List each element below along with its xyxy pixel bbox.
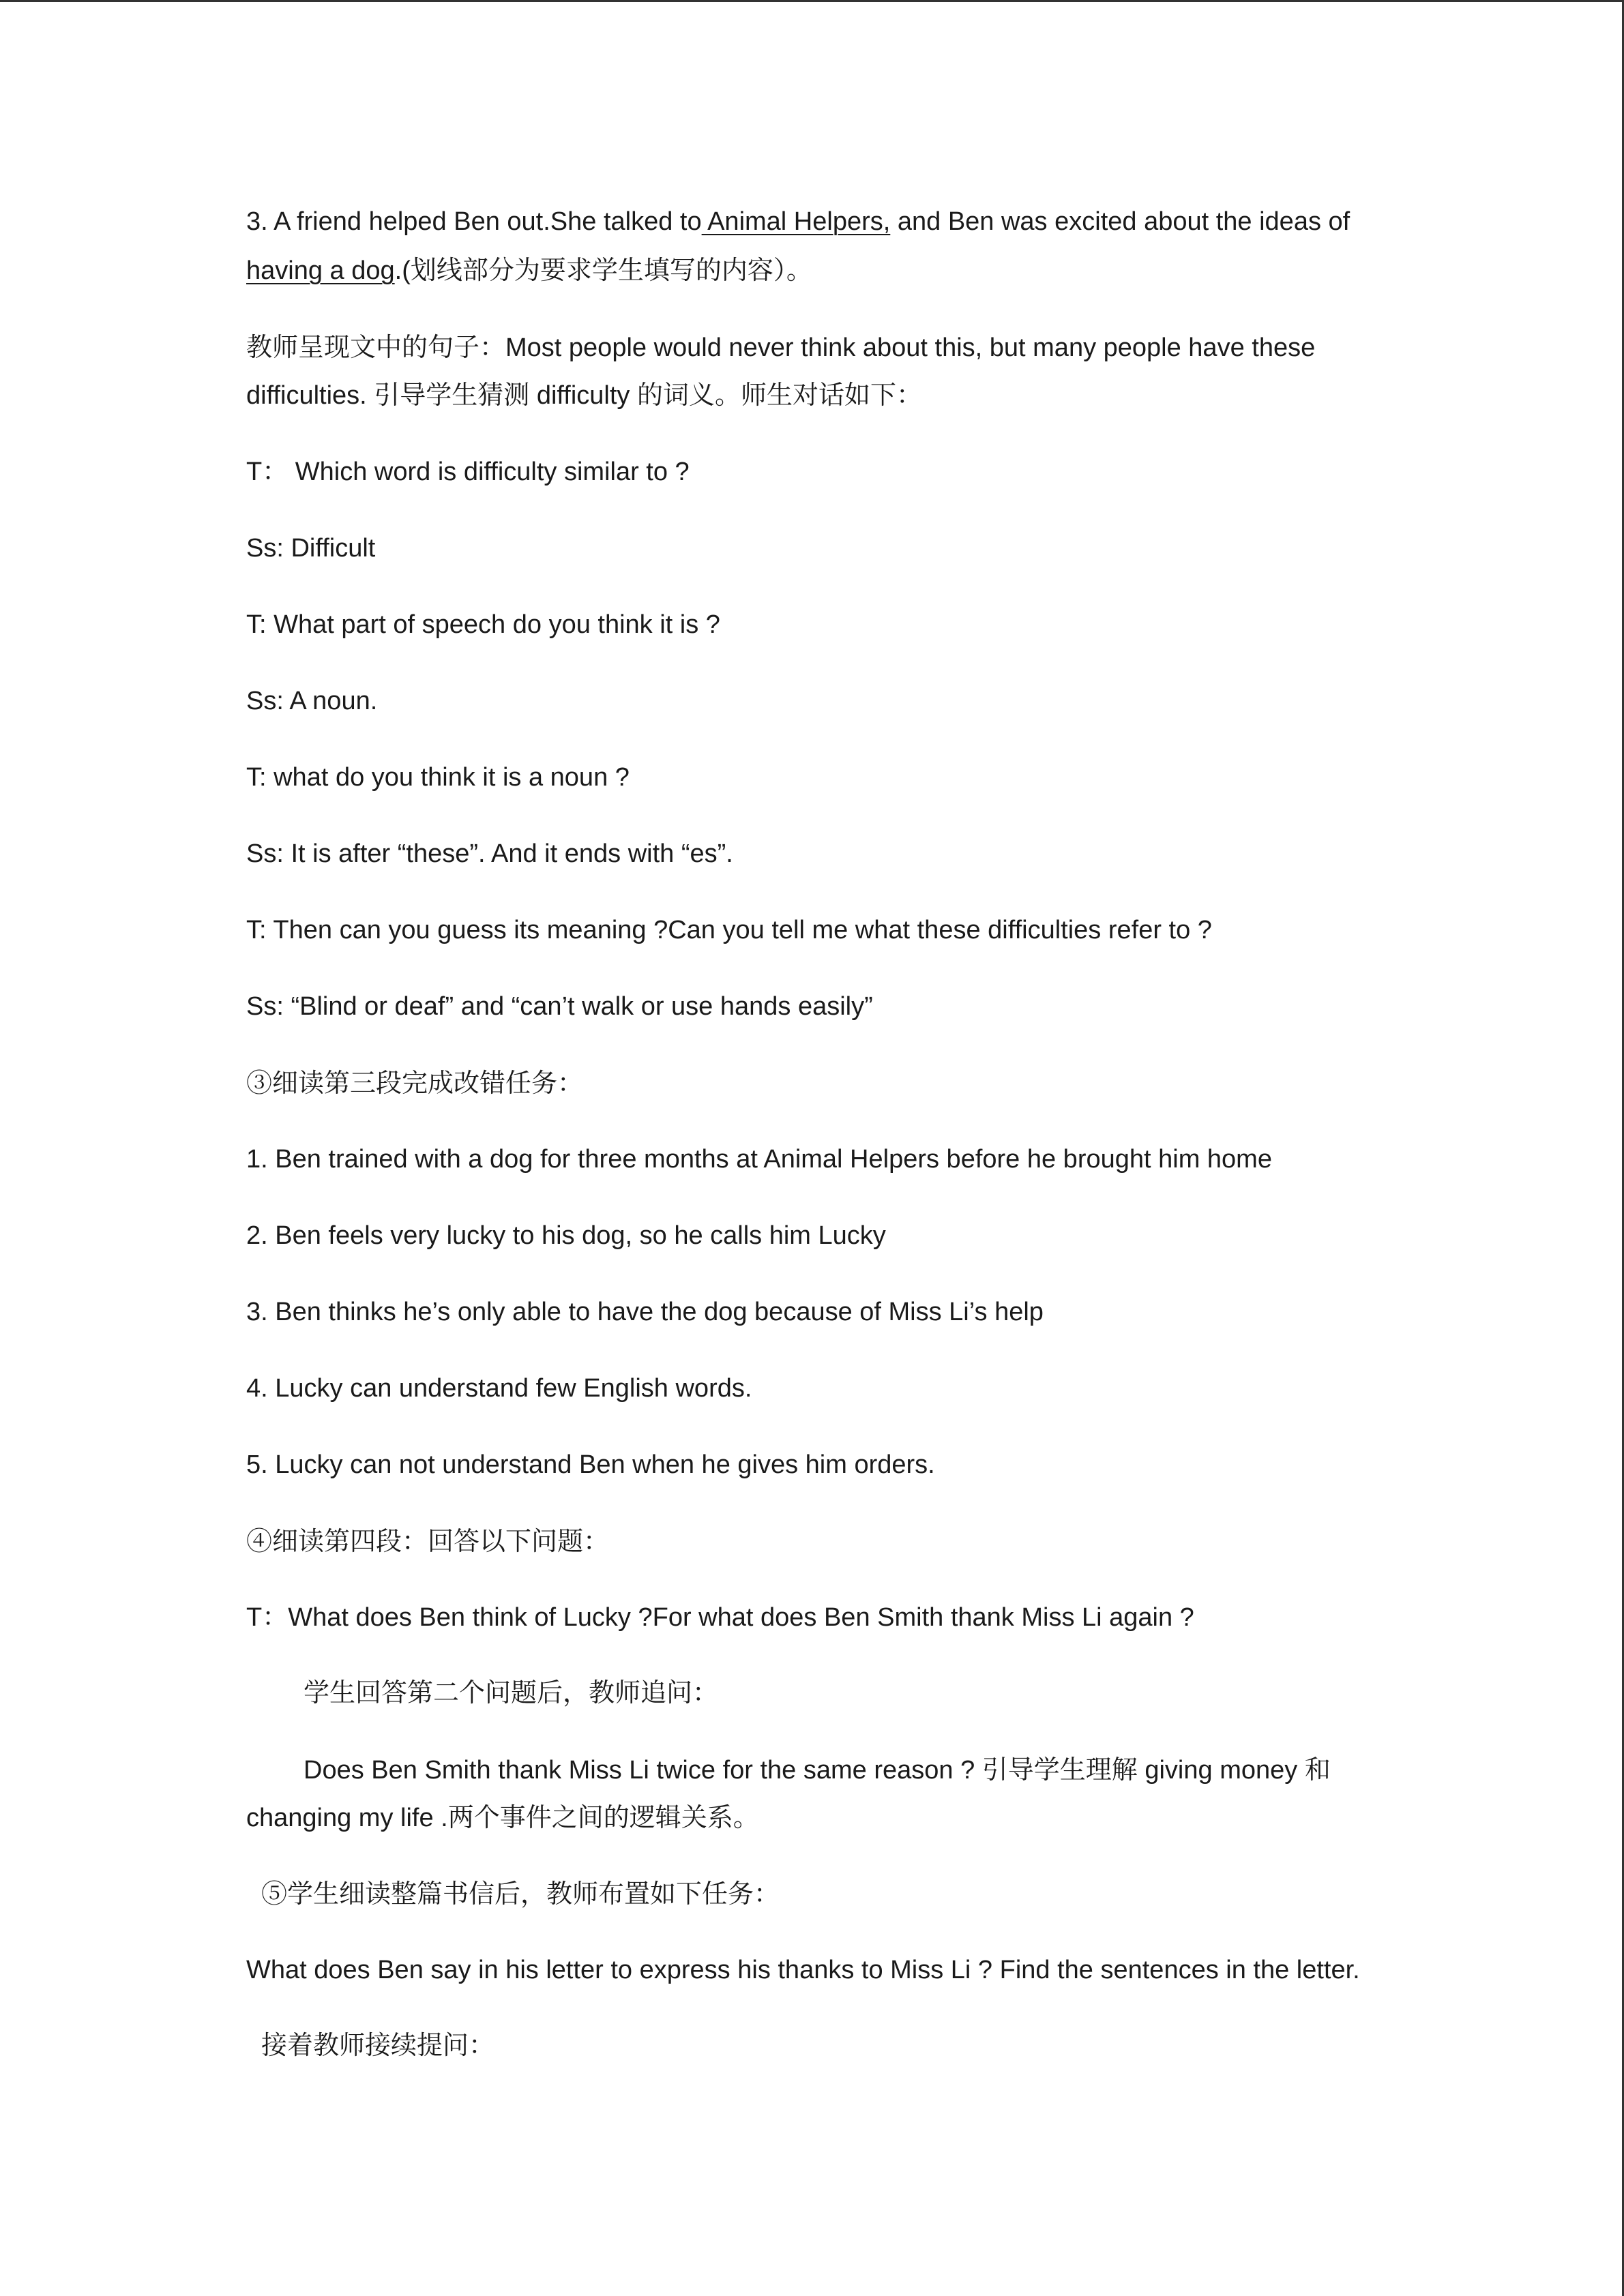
dialogue-line: Ss: A noun.: [246, 687, 378, 715]
followup-zh-2: 和: [1304, 1755, 1331, 1785]
followup-question-1: [304, 1754, 1331, 1786]
teacher-intro-line-2: [246, 379, 922, 411]
intro-zh: 教师呈现文中的句子：: [246, 332, 506, 362]
intro-zh-2: 的词义。师生对话如下：: [637, 380, 923, 410]
correction-item: 3. Ben thinks he’s only able to have the dog because of Miss Li’s help: [246, 1298, 1044, 1326]
correction-item: 2. Ben feels very lucky to his dog, so he calls him Lucky: [246, 1221, 886, 1250]
correction-item: 1. Ben trained with a dog for three months at Animal Helpers before he brought him home: [246, 1145, 1272, 1174]
followup-zh-1: 引导学生理解: [981, 1755, 1138, 1785]
correction-item: 4. Lucky can understand few English words.: [246, 1374, 752, 1403]
blank-animal-helpers: Animal Helpers,: [701, 207, 891, 236]
dialogue-line: T: What part of speech do you think it is ?: [246, 610, 720, 639]
section-heading-4: ④细读第四段：回答以下问题：: [246, 1526, 610, 1556]
followup-question-2: [246, 1802, 759, 1834]
teacher-intro-line-1: [246, 331, 1315, 363]
section-heading-5: ⑤学生细读整篇书信后，教师布置如下任务：: [261, 1879, 780, 1909]
blank-having-a-dog: having a dog: [246, 256, 395, 285]
answer-line-3a: [246, 206, 1350, 237]
dialogue-line: Ss: “Blind or deaf” and “can’t walk or use hands easily”: [246, 992, 873, 1021]
intro-en-1: difficulties.: [246, 381, 374, 410]
dialogue-line: T: Then can you guess its meaning ?Can you tell me what these difficulties refer to ?: [246, 916, 1212, 944]
next-question-intro: 接着教师接续提问：: [261, 2030, 495, 2060]
followup-en-2: giving money: [1137, 1756, 1305, 1785]
followup-en: Does Ben Smith thank Miss Li twice for the same reason ?: [304, 1756, 982, 1785]
dialogue-line: T: what do you think it is a noun ?: [246, 763, 630, 792]
question-line: T：What does Ben think of Lucky ?For what does Ben Smith thank Miss Li again ?: [246, 1603, 1194, 1632]
dialogue-line: Ss: Difficult: [246, 534, 376, 563]
dialogue-line: T： Which word is difficulty similar to ?: [246, 458, 690, 486]
followup-intro: 学生回答第二个问题后，教师追问：: [304, 1678, 719, 1708]
punct: .(: [394, 256, 411, 285]
intro-zh-1: 引导学生猜测: [374, 380, 530, 410]
dialogue-line: Ss: It is after “these”. And it ends with “es”.: [246, 839, 733, 868]
answer-text-cont: and Ben was excited about the ideas of: [890, 207, 1350, 236]
answer-line-3b: [246, 254, 812, 286]
page-top-edge: [0, 0, 1624, 2]
followup-en-3: changing my life .: [246, 1804, 448, 1832]
followup-zh-3: 两个事件之间的逻辑关系。: [447, 1802, 759, 1832]
section-heading-3: ③细读第三段完成改错任务：: [246, 1068, 584, 1098]
intro-en: Most people would never think about this, but many people have these: [505, 333, 1316, 362]
note-text: 划线部分为要求学生填写的内容）。: [410, 255, 812, 285]
intro-en-2: difficulty: [529, 381, 637, 410]
task-line: What does Ben say in his letter to express his thanks to Miss Li ? Find the sentences in the letter.: [246, 1956, 1360, 1984]
correction-item: 5. Lucky can not understand Ben when he gives him orders.: [246, 1450, 935, 1479]
answer-text: 3. A friend helped Ben out.She talked to: [246, 207, 702, 236]
